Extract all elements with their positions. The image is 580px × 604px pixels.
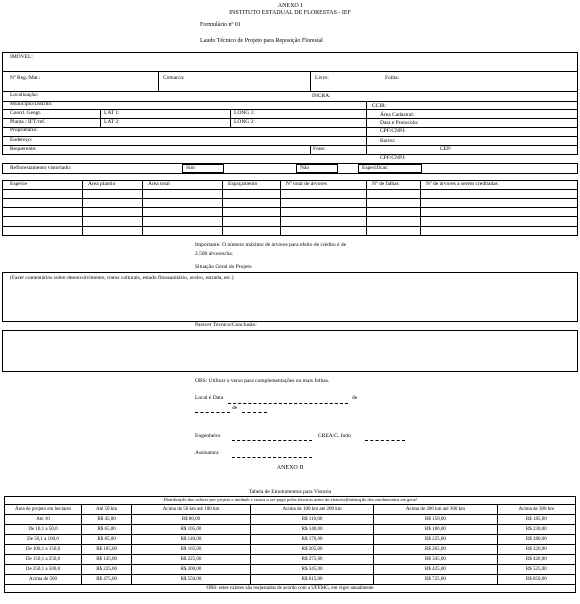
species-col-header: Espécie xyxy=(10,181,28,187)
technical-opinion-title: Parecer Técnico/Conclusão: xyxy=(195,322,257,328)
field-long2[interactable]: LONG 2: xyxy=(234,119,255,125)
fees-cell: R$ 140,00 xyxy=(250,525,373,535)
field-data-protocolo[interactable]: Data e Protocolo: xyxy=(380,120,419,126)
field-livro[interactable]: Livro: xyxy=(315,75,329,81)
institute-title: INSTITUTO ESTADUAL DE FLORESTAS - IEF xyxy=(229,10,351,16)
fees-row xyxy=(5,555,576,565)
fees-row-range: De 150,1 a 250,0 xyxy=(5,555,82,565)
field-planta-ift[interactable]: Planta / IFT/ref. xyxy=(10,119,46,125)
signature-line[interactable] xyxy=(232,457,312,458)
field-endereco[interactable]: Endereço: xyxy=(10,137,33,143)
fees-cell: R$ 525,00 xyxy=(497,565,575,575)
field-municipio[interactable]: Município/Distrito: xyxy=(10,101,53,107)
field-cpf-cnpj-applicant[interactable]: CPF/CNPJ: xyxy=(380,155,406,161)
date-de-1: de xyxy=(352,395,358,401)
fees-cell: R$ 275,00 xyxy=(250,555,373,565)
fees-col-header: Acima de 300 km xyxy=(497,505,575,515)
important-note-1: Importante: O número máximo de árvores para efeito de crédito é de xyxy=(195,242,347,248)
crea-label: CREA/C. Indo xyxy=(318,433,351,439)
fees-corner-header: Área de projeto em hectares xyxy=(5,505,82,515)
place-date-label: Local e Data xyxy=(195,395,224,401)
fees-cell: R$ 105,00 xyxy=(82,545,132,555)
annex2-table-title: Tabela de Emolumentos para Vistoria xyxy=(248,489,332,495)
fees-cell: R$ 225,00 xyxy=(82,565,132,575)
survey-specify: Especificar: xyxy=(362,165,389,171)
fees-cell: R$ 420,00 xyxy=(497,555,575,565)
date-de-2: de xyxy=(232,405,238,411)
fees-col-header: Até 50 km xyxy=(82,505,132,515)
fees-cell: R$ 110,00 xyxy=(250,515,373,525)
survey-label: Reflorestamento vistoriado: xyxy=(10,165,72,171)
fees-cell: R$ 80,00 xyxy=(132,515,251,525)
fees-table xyxy=(4,496,576,593)
fees-row-range: Até 10 xyxy=(5,515,82,525)
fees-cell: R$ 170,00 xyxy=(250,535,373,545)
fees-cell: R$ 165,00 xyxy=(132,545,251,555)
field-reg-mat[interactable]: Nº Reg./Mat.: xyxy=(10,75,41,81)
fees-row xyxy=(5,565,576,575)
annex2-title: ANEXO II xyxy=(276,465,304,471)
species-col-header: Nº de árvores a serem creditadas xyxy=(426,181,498,187)
form-number: Formulário nº 01 xyxy=(200,22,241,28)
fees-cell: R$ 280,00 xyxy=(497,535,575,545)
important-note-2: 2.500 árvores/ha. xyxy=(195,251,234,257)
field-comarca[interactable]: Comarca: xyxy=(163,75,185,81)
fees-cell: R$ 725,00 xyxy=(374,575,497,585)
date-day-line[interactable] xyxy=(195,412,230,413)
species-col-header: Nº total de árvores xyxy=(286,181,327,187)
general-situation-hint: (Fazer comentários sobre desenvolvimento, tratos culturais, estado fitossanitário, aceiro, estrada, etc.) xyxy=(10,275,234,281)
fees-row xyxy=(5,535,576,545)
fees-cell: R$ 85,00 xyxy=(82,535,132,545)
fees-cell: R$ 475,00 xyxy=(82,575,132,585)
obs-note: OBS: Utilizar o verso para complementações ou mais folhas. xyxy=(195,378,330,384)
engineer-label: Engenheiro xyxy=(195,433,221,439)
fees-cell: R$ 225,00 xyxy=(132,555,251,565)
fees-col-header: Acima de 200 km até 300 km xyxy=(374,505,497,515)
field-long1[interactable]: LONG 1: xyxy=(234,110,255,116)
fees-cell: R$ 615,00 xyxy=(250,575,373,585)
fees-table-footer: OBS: estes valores são reajustados de acordo com a UFEMG, em vigor anualmente xyxy=(5,585,576,593)
fees-cell: R$ 180,00 xyxy=(374,525,497,535)
fees-cell: R$ 65,00 xyxy=(82,525,132,535)
engineer-line[interactable] xyxy=(232,440,312,441)
fees-row xyxy=(5,545,576,555)
field-coord-geogr: Coord. Geogr. xyxy=(10,110,42,116)
fees-cell: R$ 145,00 xyxy=(82,555,132,565)
fees-row-range: De 250,1 a 500,0 xyxy=(5,565,82,575)
species-col-header: Área total xyxy=(148,181,170,187)
date-month-line[interactable] xyxy=(242,412,267,413)
fees-cell: R$ 550,00 xyxy=(132,575,251,585)
fees-row-range: De 10,1 a 50,0 xyxy=(5,525,82,535)
field-imovel[interactable]: IMÓVEL: xyxy=(10,54,33,60)
field-requerente[interactable]: Requerente: xyxy=(10,146,37,152)
field-cpf-cnpj-owner[interactable]: CPF/CNPJ: xyxy=(380,128,406,134)
fees-col-header: Acima de 100 km até 200 km xyxy=(250,505,373,515)
fees-cell: R$ 425,00 xyxy=(374,565,497,575)
species-col-header: Área plantio xyxy=(88,181,116,187)
species-col-header: Nº de falhas xyxy=(372,181,399,187)
fees-cell: R$ 850,00 xyxy=(497,575,575,585)
fees-cell: R$ 345,00 xyxy=(374,555,497,565)
signature-label: Assinatura xyxy=(195,450,219,456)
fees-row-range: De 50,1 a 100,0 xyxy=(5,535,82,545)
field-lat1[interactable]: LAT 1: xyxy=(104,110,120,116)
fees-cell: R$ 205,00 xyxy=(250,545,373,555)
field-cep[interactable]: CEP: xyxy=(440,146,452,152)
fees-cell: R$ 300,00 xyxy=(132,565,251,575)
field-lat2[interactable]: LAT 2: xyxy=(104,119,120,125)
general-situation-title: Situação Geral do Projeto xyxy=(195,264,252,270)
crea-line[interactable] xyxy=(365,440,405,441)
field-proprietario[interactable]: Proprietário: xyxy=(10,127,38,133)
fees-cell: R$ 230,00 xyxy=(497,525,575,535)
field-localizacao[interactable]: Localização: xyxy=(10,92,39,98)
field-area-cadastral[interactable]: Área Cadastral: xyxy=(380,112,415,118)
field-ccir[interactable]: CCIR: xyxy=(372,103,387,109)
fees-cell: R$ 345,00 xyxy=(250,565,373,575)
technical-opinion-box[interactable] xyxy=(2,330,578,372)
annex-title: ANEXO I xyxy=(277,3,303,9)
fees-cell: R$ 140,00 xyxy=(132,535,251,545)
place-date-line[interactable] xyxy=(228,403,348,404)
form-subtitle: Laudo Técnico de Projeto para Reposição Florestal xyxy=(200,38,323,44)
fees-row xyxy=(5,525,576,535)
field-incra[interactable]: INCRA: xyxy=(312,93,331,99)
survey-yes: Sim xyxy=(186,165,195,171)
field-bairro[interactable]: Bairro: xyxy=(380,138,396,144)
fees-col-header: Acima de 50 km até 100 km xyxy=(132,505,251,515)
field-fone[interactable]: Fone: xyxy=(313,146,326,152)
survey-no: Não xyxy=(300,165,310,171)
fees-row-range: Acima de 500 xyxy=(5,575,82,585)
species-col-header: Espaçamento xyxy=(228,181,258,187)
fees-row-range: De 100,1 a 150,0 xyxy=(5,545,82,555)
fees-cell: R$ 105,00 xyxy=(132,525,251,535)
fees-cell: R$ 265,00 xyxy=(374,545,497,555)
fees-cell: R$ 225,00 xyxy=(374,535,497,545)
field-folha[interactable]: Folha: xyxy=(385,75,400,81)
fees-row xyxy=(5,515,576,525)
property-form xyxy=(2,52,578,155)
fees-cell: R$ 185,00 xyxy=(497,515,575,525)
fees-cell: R$ 320,00 xyxy=(497,545,575,555)
fees-cell: R$ 150,00 xyxy=(374,515,497,525)
fees-cell: R$ 45,00 xyxy=(82,515,132,525)
fees-table-subtitle: Distribuição dos valores por projeto e unidade e custos a ser pago pelos técnicos antes da vistoria/finalização dos emolumentos em geral xyxy=(5,497,576,505)
fees-row xyxy=(5,575,576,585)
survey-row xyxy=(2,163,578,174)
